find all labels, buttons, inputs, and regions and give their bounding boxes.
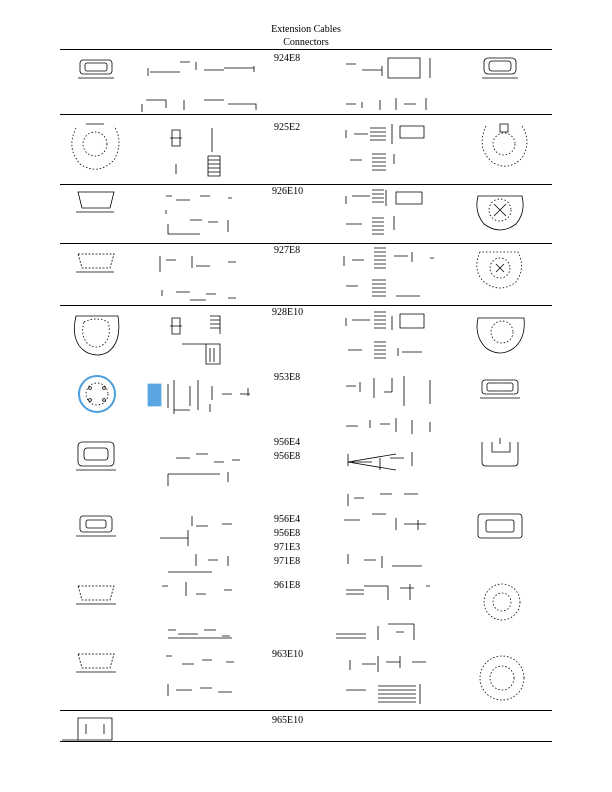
wiring-schematic-icon <box>346 656 426 704</box>
wiring-schematic-icon <box>166 656 234 696</box>
wiring-schematic-icon <box>142 62 256 112</box>
db9-connector-icon <box>478 514 522 538</box>
circular-din-connector-icon <box>477 318 524 353</box>
page-subtitle: Connectors <box>283 37 329 48</box>
wiring-schematic-icon <box>166 196 232 234</box>
circular-din-connector-icon <box>484 584 520 620</box>
circular-din-connector-icon <box>477 252 522 288</box>
db9-connector-icon <box>76 654 116 672</box>
model-number: 924E8 <box>274 53 301 64</box>
wiring-schematic-icon <box>168 454 240 486</box>
model-number: 971E3 <box>274 542 301 553</box>
db9-connector-icon <box>76 516 116 536</box>
model-number: 953E8 <box>274 372 301 383</box>
db9-connector-icon <box>482 58 518 78</box>
model-number: 956E8 <box>274 451 301 462</box>
wiring-schematic-icon <box>346 312 424 358</box>
circular-din-connector-icon <box>72 124 119 169</box>
model-number: 926E10 <box>272 186 304 197</box>
wiring-schematic-icon <box>148 380 250 414</box>
model-number: 971E8 <box>274 556 301 567</box>
model-number: 925E2 <box>274 122 301 133</box>
circular-din-connector-icon <box>480 656 524 700</box>
model-number: 928E10 <box>272 307 304 318</box>
wiring-schematic-icon <box>346 124 424 170</box>
wiring-schematic-icon <box>162 582 232 638</box>
wiring-schematic-icon <box>336 584 430 640</box>
db9-solder-connector-icon <box>482 438 518 466</box>
db9-connector-icon <box>76 192 114 212</box>
model-number: 956E4 <box>274 514 301 525</box>
model-number: 956E8 <box>274 528 301 539</box>
page-title: Extension Cables <box>271 24 341 35</box>
model-number: 965E10 <box>272 715 304 726</box>
wiring-schematic-icon <box>344 494 426 568</box>
model-number: 956E4 <box>274 437 301 448</box>
wiring-schematic-icon <box>344 248 434 296</box>
db9-connector-icon <box>480 380 520 398</box>
model-number: 961E8 <box>274 580 301 591</box>
wiring-schematic-icon <box>346 58 430 110</box>
circular-din-connector-icon <box>482 124 527 166</box>
wiring-schematic-icon <box>160 256 236 300</box>
circular-din-connector-icon <box>74 316 119 355</box>
circular-connector-icon <box>79 376 115 412</box>
db9-connector-icon <box>76 442 116 470</box>
connector-icon <box>62 718 112 740</box>
wiring-schematic-icon <box>160 516 232 572</box>
wiring-schematic-icon <box>170 316 220 364</box>
model-number: 963E10 <box>272 649 304 660</box>
wiring-schematic-icon <box>346 190 422 234</box>
db9-connector-icon <box>76 254 114 272</box>
wiring-schematic-icon <box>170 128 220 176</box>
model-number: 927E8 <box>274 245 301 256</box>
db9-connector-icon <box>78 60 114 78</box>
circular-din-connector-icon <box>477 196 523 230</box>
db9-connector-icon <box>76 586 116 604</box>
wiring-schematic-icon <box>346 376 430 434</box>
wiring-schematic-icon <box>348 452 412 470</box>
